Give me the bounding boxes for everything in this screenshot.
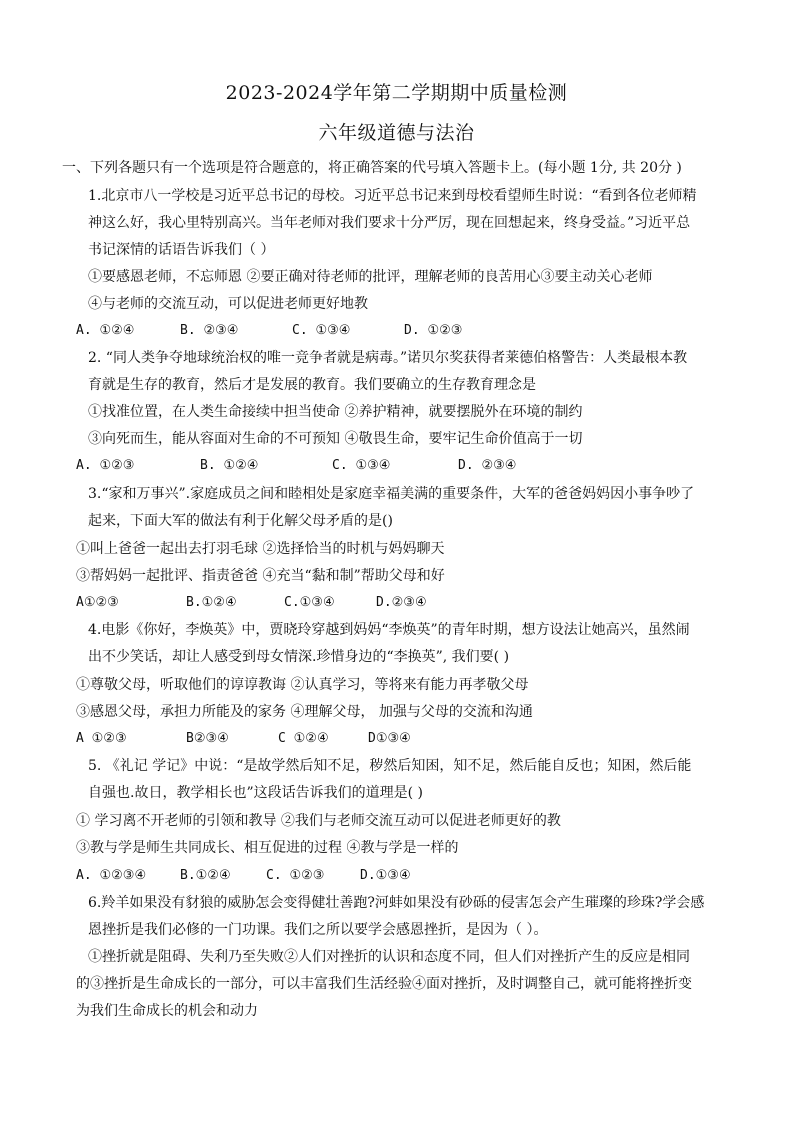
option-b: B. ②③④: [180, 323, 239, 338]
question-6-line-5: 为我们生命成长的机会和动力: [76, 1003, 258, 1019]
question-4-line-4: ③感恩父母，承担力所能及的家务 ④理解父母， 加强与父母的交流和沟通: [76, 704, 533, 720]
question-3-line-4: ③帮妈妈一起批评、指责爸爸 ④充当“黏和制”帮助父母和好: [76, 568, 445, 584]
question-4-line-2: 出不少笑话，却让人感受到母女情深.珍惜身边的“李换英”, 我们要( ): [88, 649, 510, 665]
option-a: A. ①②④: [76, 323, 135, 338]
question-1-line-5: ④与老师的交流互动，可以促进老师更好地教: [88, 296, 368, 312]
option-c: C.①③④: [284, 595, 335, 610]
question-1-line-1: 1.北京市八一学校是习近平总书记的母校。习近平总书记来到母校看望师生时说：“看到各位老师精: [88, 188, 697, 204]
option-b: B②③④: [186, 731, 229, 746]
question-6-line-1: 6.羚羊如果没有豺狼的威胁怎会变得健壮善跑?河蚌如果没有砂砾的侵害怎会产生璀璨的珍珠?学会感: [88, 895, 705, 911]
question-2-options: [76, 456, 516, 476]
option-d: D. ②③④: [458, 458, 517, 473]
question-2-line-2: 育就是生存的教育，然后才是发展的教育。我们要确立的生存教育理念是: [88, 377, 536, 393]
question-1-line-4: ①要感恩老师，不忘师恩 ②要正确对待老师的批评，理解老师的良苦用心③要主动关心老师: [88, 269, 653, 285]
question-1-line-3: 书记深情的话语告诉我们（ ）: [88, 242, 275, 258]
question-6-line-3: ①挫折就是阻碍、失利乃至失败②人们对挫折的认识和态度不同，但人们对挫折产生的反应是相同: [88, 949, 690, 965]
option-b: B.①②④: [180, 868, 231, 883]
question-4-options: [76, 729, 411, 749]
question-5-line-2: 自强也.故日，教学相长也”这段话告诉我们的道理是( ): [88, 785, 423, 801]
question-1-line-2: 神这么好，我心里特别高兴。当年老师对我们要求十分严厉，现在回想起来，终身受益。”习近平总: [88, 215, 691, 231]
question-4-line-3: ①尊敬父母，听取他们的谆谆教诲 ②认真学习，等将来有能力再孝敬父母: [76, 677, 529, 693]
option-c: C. ①②③: [266, 868, 325, 883]
question-4-line-1: 4.电影《你好，李焕英》中，贾晓玲穿越到妈妈“李焕英”的青年时期，想方设法让她高兴，虽然闹: [88, 622, 690, 638]
question-5-line-1: 5. 《礼记 学记》中说：“是故学然后知不足，秽然后知困，知不足，然后能自反也；知困，然后能: [88, 758, 692, 774]
option-c: C. ①③④: [292, 323, 351, 338]
option-a: A①②③: [76, 595, 119, 610]
question-3-line-2: 起来，下面大军的做法有利于化解父母矛盾的是(): [88, 513, 393, 529]
option-b: B. ①②④: [200, 458, 259, 473]
option-d: D.①③④: [360, 868, 411, 883]
option-c: C ①②④: [278, 731, 329, 746]
question-3-line-1: 3.“家和万事兴”.家庭成员之间和睦相处是家庭幸福美满的重要条件，大军的爸爸妈妈因小事争吵了: [88, 486, 695, 502]
option-a: A. ①②③: [76, 458, 135, 473]
question-2-line-3: ①找准位置，在人类生命接续中担当使命 ②养护精神，就要摆脱外在环境的制约: [88, 404, 583, 420]
question-5-line-4: ③教与学是师生共同成长、相互促进的过程 ④教与学是一样的: [76, 840, 459, 856]
question-5-line-3: ① 学习离不开老师的引领和教导 ②我们与老师交流互动可以促进老师更好的教: [76, 813, 561, 829]
exam-subject: 六年级道德与法治: [318, 122, 475, 144]
option-d: D①③④: [368, 731, 411, 746]
option-b: B.①②④: [186, 595, 237, 610]
option-d: D. ①②③: [404, 323, 463, 338]
option-d: D.②③④: [376, 595, 427, 610]
option-c: C. ①③④: [332, 458, 391, 473]
question-2-line-1: 2. “同人类争夺地球统治权的唯一竞争者就是病毒。”诺贝尔奖获得者莱德伯格警告：人类最根本教: [88, 350, 688, 366]
question-5-options: [76, 866, 411, 886]
question-1-options: [76, 321, 462, 341]
question-3-options: [76, 593, 427, 613]
question-6-line-2: 恩挫折是我们必修的一门功课。我们之所以要学会感恩挫折，是因为（ ）。: [88, 922, 548, 938]
section-heading: 一、下列各题只有一个选项是符合题意的，将正确答案的代号填入答题卡上。(每小题 1分, 共 20分 ): [62, 160, 682, 176]
option-a: A. ①②③④: [76, 868, 147, 883]
question-6-line-4: 的③挫折是生命成长的一部分，可以丰富我们生活经验④面对挫折，及时调整自己，就可能将挫折变: [76, 976, 692, 992]
question-3-line-3: ①叫上爸爸一起出去打羽毛球 ②选择恰当的时机与妈妈聊天: [76, 541, 445, 557]
question-2-line-4: ③向死而生，能从容面对生命的不可预知 ④敬畏生命，要牢记生命价值高于一切: [88, 431, 583, 447]
exam-title: 2023-2024学年第二学期期中质量检测: [225, 82, 568, 104]
option-a: A ①②③: [76, 731, 127, 746]
